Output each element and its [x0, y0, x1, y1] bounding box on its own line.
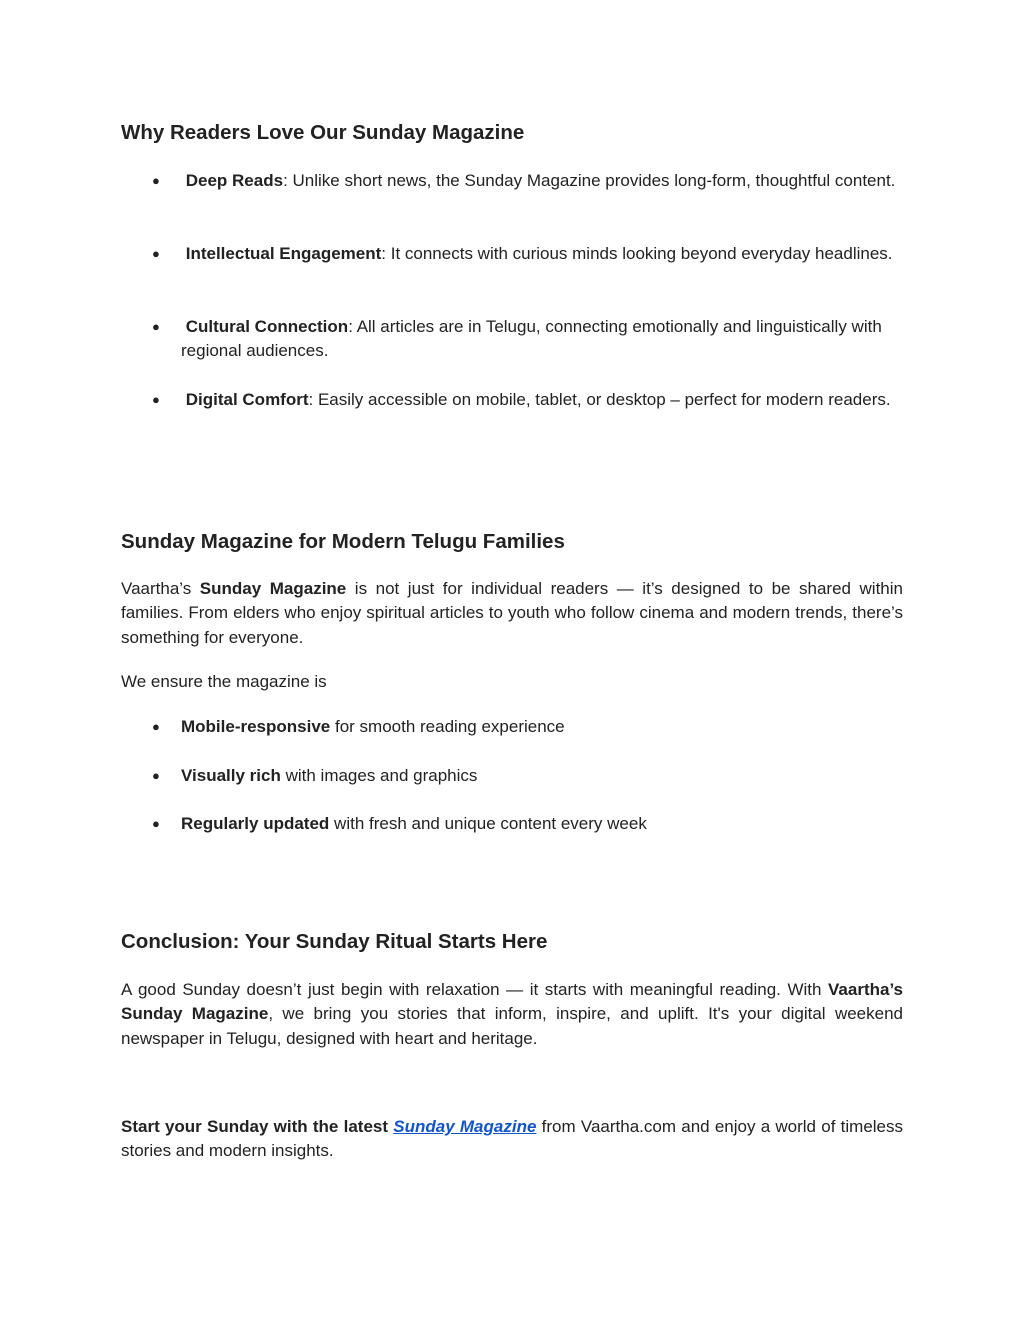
section-heading-conclusion: Conclusion: Your Sunday Ritual Starts Here: [121, 930, 548, 953]
list-item-bold: Digital Comfort: [185, 390, 309, 409]
paragraph-conclusion: [121, 978, 903, 1051]
cta-bold: Start your Sunday with the latest: [121, 1117, 394, 1136]
bullet-icon: ●: [152, 719, 160, 734]
list-item-text: [152, 242, 903, 266]
bullet-icon: ●: [152, 319, 160, 334]
list-item-bold: Mobile-responsive: [181, 717, 331, 736]
list-item-rest: : Unlike short news, the Sunday Magazine provides long-form, thoughtful content.: [283, 171, 896, 190]
list-item: [152, 388, 903, 412]
list-item-rest: with fresh and unique content every week: [329, 814, 647, 833]
list-item-rest: with images and graphics: [280, 766, 478, 785]
bullet-icon: ●: [152, 173, 160, 188]
paragraph-text: A good Sunday doesn’t just begin with relaxation — it starts with meaningful reading. With: [121, 980, 829, 999]
paragraph-text: is not just for individual readers — it’s designed to be shared within families. From elders who enjoy spiritual articles to youth who follow cinema and modern trends, there’s something for everyone.: [121, 579, 903, 647]
list-item: [152, 812, 903, 836]
bullet-icon: ●: [152, 392, 160, 407]
list-item: [152, 715, 903, 739]
section-heading-why-readers: Why Readers Love Our Sunday Magazine: [121, 121, 525, 144]
paragraph-cta: [121, 1115, 903, 1164]
list-item-bold: Intellectual Engagement: [185, 244, 382, 263]
list-item-text: [152, 812, 903, 836]
list-item: [152, 242, 903, 266]
list-item-text: [152, 715, 903, 739]
paragraph-bold: Vaartha’s Sunday Magazine: [121, 980, 903, 1024]
list-item-bold: Regularly updated: [181, 814, 330, 833]
list-item-text: [152, 764, 903, 788]
paragraph-text: , we bring you stories that inform, inspire, and uplift. It's your digital weekend newspaper in Telugu, designed with heart and heritage.: [121, 1004, 903, 1048]
bullet-icon: ●: [152, 246, 160, 261]
paragraph-bold: Sunday Magazine: [199, 579, 347, 598]
list-item-text: [152, 388, 903, 412]
paragraph-text: Vaartha’s: [121, 579, 200, 598]
list-item-text: [152, 169, 903, 193]
list-item-bold: Deep Reads: [185, 171, 284, 190]
list-item-text: [152, 315, 903, 364]
sunday-magazine-link[interactable]: Sunday Magazine: [393, 1117, 537, 1136]
list-item-rest: for smooth reading experience: [330, 717, 565, 736]
bullet-icon: ●: [152, 768, 160, 783]
list-item: [152, 315, 903, 364]
list-item: [152, 764, 903, 788]
paragraph-text: from Vaartha.com and enjoy a world of timeless stories and modern insights.: [121, 1117, 904, 1161]
list-item-bold: Cultural Connection: [185, 317, 349, 336]
list-item-rest: : Easily accessible on mobile, tablet, or desktop – perfect for modern readers.: [308, 390, 891, 409]
paragraph-families: [121, 577, 903, 650]
list-item-rest: : It connects with curious minds looking beyond everyday headlines.: [381, 244, 893, 263]
list-item-bold: Visually rich: [181, 766, 281, 785]
list-item: [152, 169, 903, 193]
list-item-rest: : All articles are in Telugu, connecting emotionally and linguistically with regional audiences.: [181, 317, 882, 361]
paragraph-intro: We ensure the magazine is: [121, 672, 327, 691]
section-heading-modern-families: Sunday Magazine for Modern Telugu Families: [121, 530, 565, 553]
bullet-icon: ●: [152, 816, 160, 831]
